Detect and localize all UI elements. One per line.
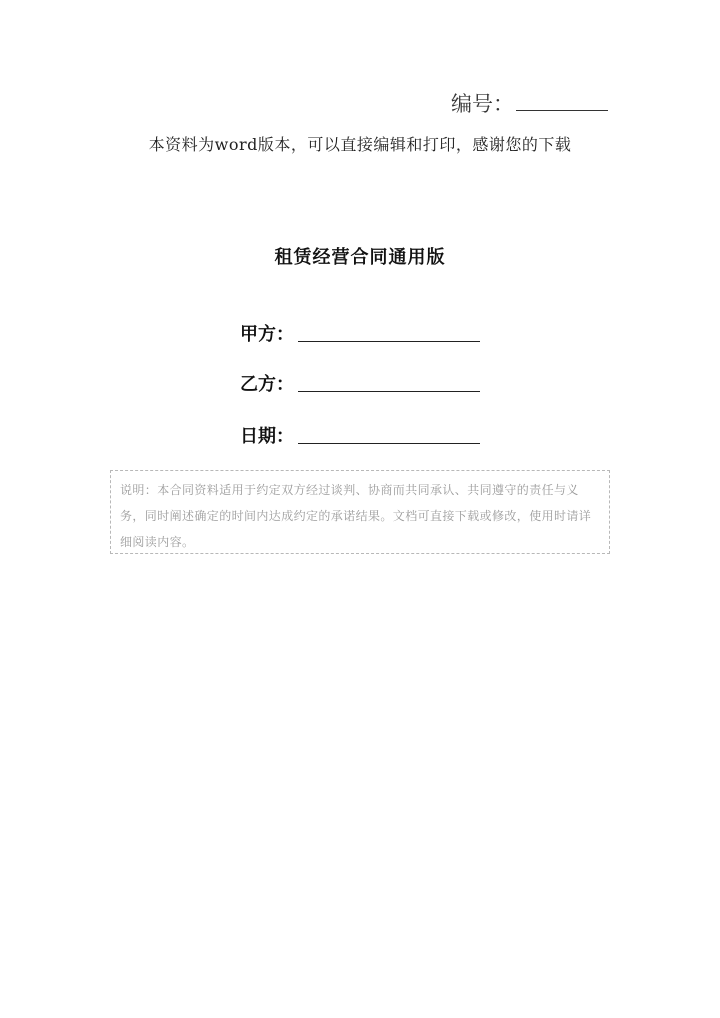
party-b-row <box>240 370 480 396</box>
document-title: 租赁经营合同通用版 <box>274 247 446 268</box>
date-blank[interactable] <box>298 425 480 444</box>
date-label: 日期： <box>240 426 294 447</box>
date-row <box>240 422 480 448</box>
party-b-blank[interactable] <box>298 373 480 392</box>
party-a-blank[interactable] <box>298 323 480 342</box>
serial-number-blank[interactable] <box>516 92 608 111</box>
description-box <box>110 470 610 554</box>
party-a-label: 甲方： <box>240 324 294 345</box>
serial-number <box>451 88 608 118</box>
serial-number-label: 编号： <box>451 92 514 116</box>
description-text: 说明：本合同资料适用于约定双方经过谈判、协商而共同承认、共同遵守的责任与义务，同时阐述确定的时间内达成约定的承诺结果。文档可直接下载或修改，使用时请详细阅读内容。 <box>120 483 592 549</box>
download-notice: 本资料为word版本，可以直接编辑和打印，感谢您的下载 <box>148 135 572 154</box>
party-b-label: 乙方： <box>240 374 294 395</box>
party-a-row <box>240 320 480 346</box>
